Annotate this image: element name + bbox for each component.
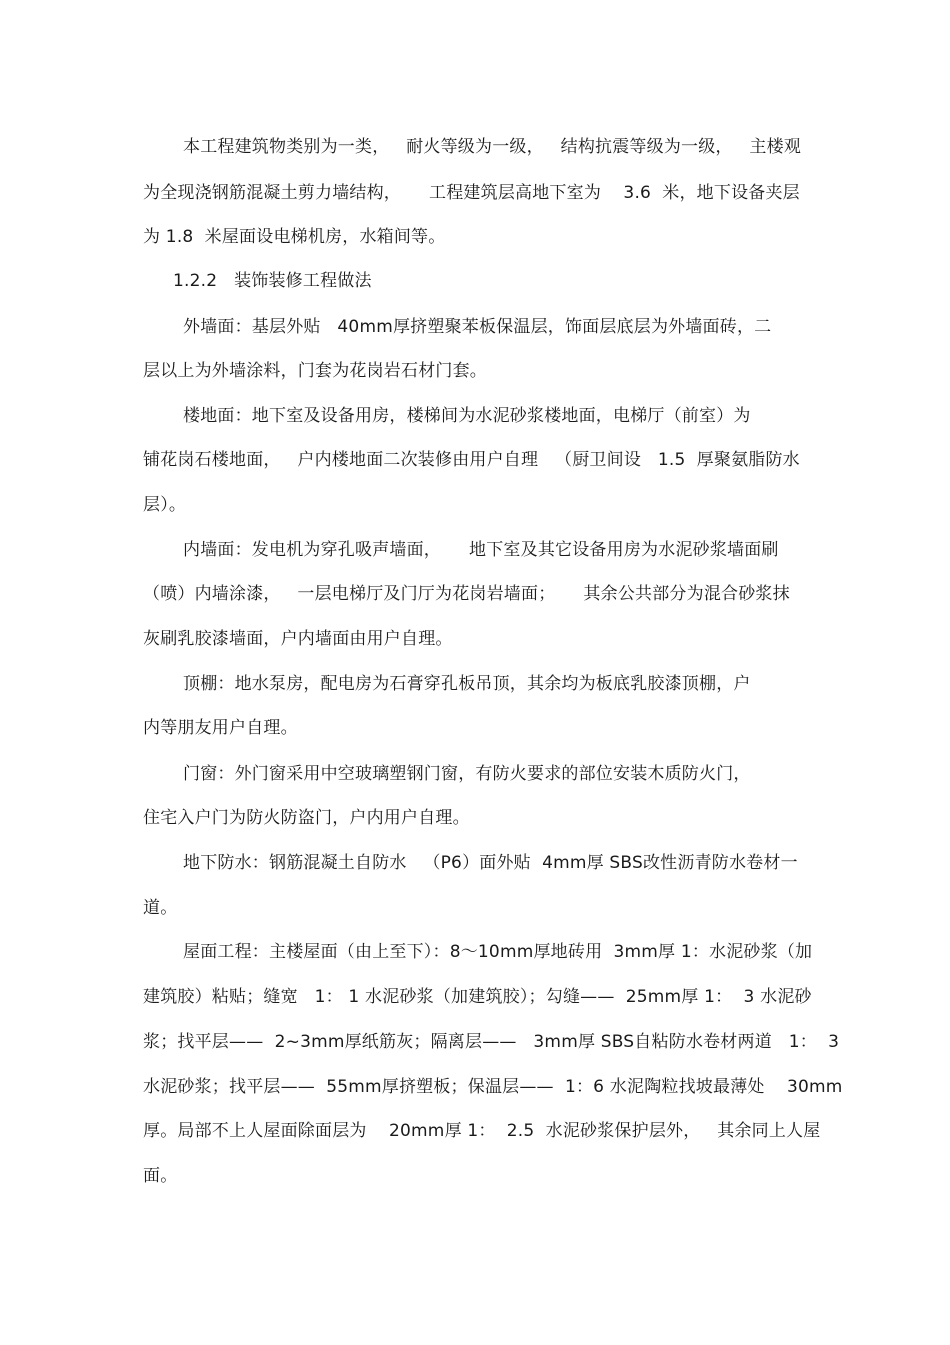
text-line: 楼地面：地下室及设备用房，楼梯间为水泥砂浆楼地面，电梯厅（前室）为 (183, 406, 751, 426)
text-line: 地下防水：钢筋混凝土自防水 （P6）面外贴 4mm厚 SBS改性沥青防水卷材一 (183, 853, 798, 873)
text-line: 层）。 (143, 495, 187, 515)
section-heading: 1.2.2 装饰装修工程做法 (173, 271, 372, 291)
text-line: 为 1.8 米屋面设电梯机房，水箱间等。 (143, 227, 446, 247)
text-line: 浆；找平层—— 2~3mm厚纸筋灰；隔离层—— 3mm厚 SBS自粘防水卷材两道 1： 3 (143, 1032, 840, 1052)
text-line: 外墙面：基层外贴 40mm厚挤塑聚苯板保温层，饰面层底层为外墙面砖，二 (183, 317, 772, 337)
text-line: 建筑胶）粘贴；缝宽 1： 1 水泥砂浆（加建筑胶）；勾缝—— 25mm厚 1： 3 水泥砂 (143, 987, 812, 1007)
text-line: 道。 (143, 898, 178, 918)
text-line: 铺花岗石楼地面， 户内楼地面二次装修由用户自理 （厨卫间设 1.5 厚聚氨脂防水 (143, 450, 800, 470)
text-line: 屋面工程：主楼屋面（由上至下）：8～10mm厚地砖用 3mm厚 1：水泥砂浆（加 (183, 942, 813, 962)
text-line: 顶棚：地水泵房，配电房为石膏穿孔板吊顶，其余均为板底乳胶漆顶棚，户 (183, 674, 751, 694)
text-line: 层以上为外墙涂料，门套为花岗岩石材门套。 (143, 361, 487, 381)
text-line: （喷）内墙涂漆， 一层电梯厅及门厅为花岗岩墙面； 其余公共部分为混合砂浆抹 (143, 584, 790, 604)
text-line: 灰刷乳胶漆墙面，户内墙面由用户自理。 (143, 629, 453, 649)
text-line: 为全现浇钢筋混凝土剪力墙结构， 工程建筑层高地下室为 3.6 米，地下设备夹层 (143, 183, 800, 203)
text-line: 内等朋友用户自理。 (143, 718, 298, 738)
text-line: 本工程建筑物类别为一类， 耐火等级为一级， 结构抗震等级为一级， 主楼观 (183, 137, 802, 157)
text-line: 内墙面：发电机为穿孔吸声墙面， 地下室及其它设备用房为水泥砂浆墙面刷 (183, 540, 779, 560)
text-line: 面。 (143, 1166, 178, 1186)
text-line: 厚。局部不上人屋面除面层为 20mm厚 1： 2.5 水泥砂浆保护层外， 其余同上人屋 (143, 1121, 821, 1141)
text-line: 门窗：外门窗采用中空玻璃塑钢门窗，有防火要求的部位安装木质防火门， (183, 764, 751, 784)
text-line: 住宅入户门为防火防盗门，户内用户自理。 (143, 808, 470, 828)
text-line: 水泥砂浆；找平层—— 55mm厚挤塑板；保温层—— 1：6 水泥陶粒找坡最薄处 30mm (143, 1077, 843, 1097)
